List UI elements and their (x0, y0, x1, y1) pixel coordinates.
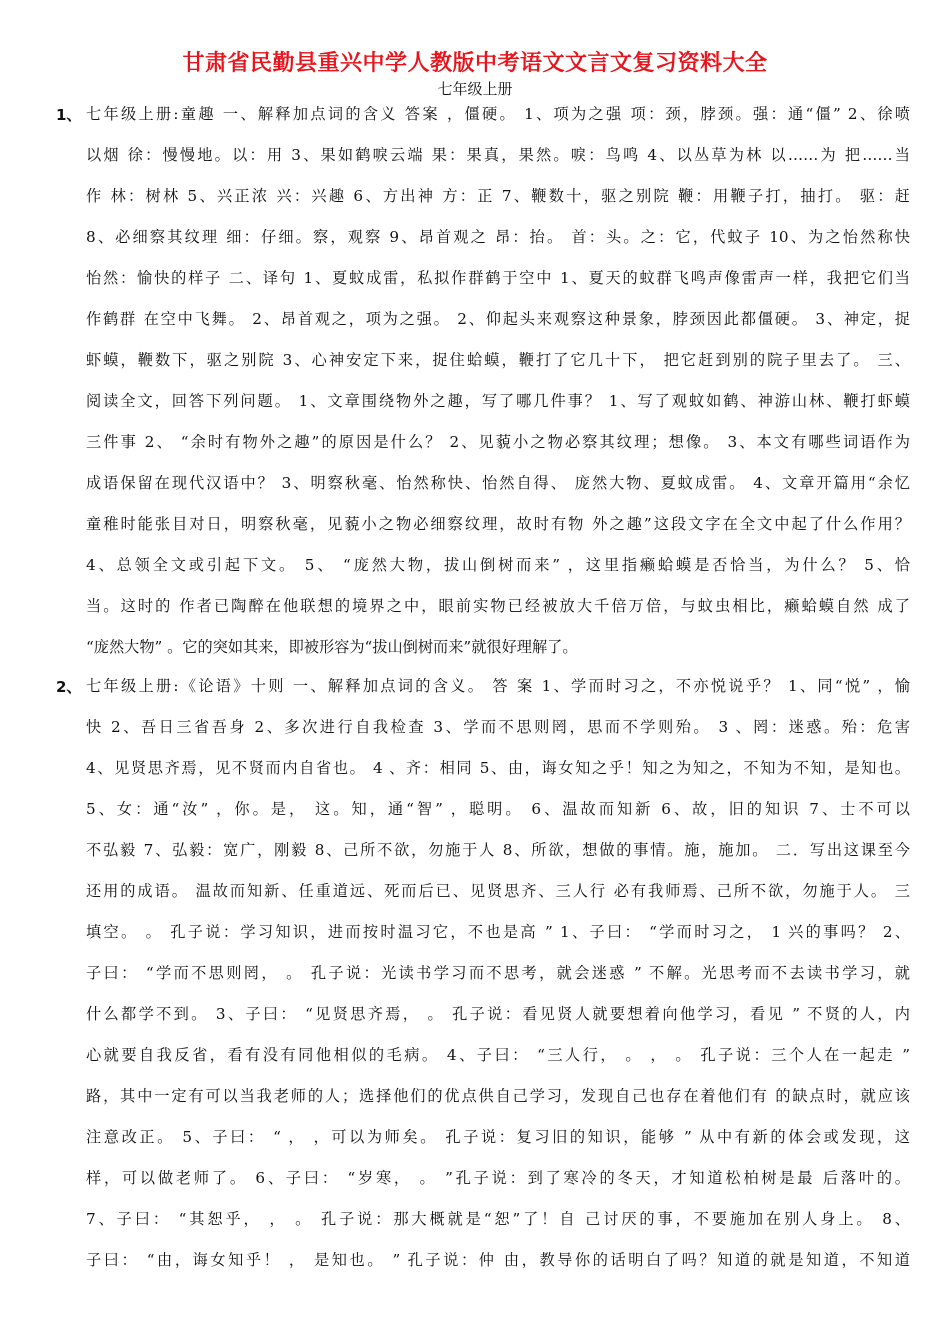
entry-line: 童稚时能张目对日，明察秋毫，见藐小之物必细察纹理，故时有物 外之趣”这段文字在全文中起了什么作用？ (86, 515, 910, 533)
entry-number: 1、 (56, 106, 82, 124)
entry-line: 七年级上册:《论语》十则 一、解释加点词的含义。 答 案 1、学而时习之，不亦悦说乎？ 1、同“悦” ，愉 (86, 677, 910, 695)
entry-line: 注意改正。 5、子曰： “ ， ，可以为师矣。 孔子说：复习旧的知识，能够 ” 从中有新的体会或发现，这 (86, 1128, 910, 1146)
entry-line: 路，其中一定有可以当我老师的人；选择他们的优点供自己学习，发现自己也存在着他们有 的缺点时，就应该 (86, 1087, 910, 1105)
document-subtitle: 七年级上册 (437, 80, 513, 98)
entry-line: 以烟 徐：慢慢地。以：用 3、果如鹤唳云端 果：果真，果然。唳：鸟鸣 4、以丛草为林 以……为 把……当 (86, 146, 910, 164)
entry-line: 子曰： “学而不思则罔， 。 孔子说：光读书学习而不思考，就会迷惑 ” 不解。光思考而不去读书学习，就 (86, 964, 910, 982)
entry-line: 5、女：通“汝” ，你。是， 这。知，通“智” ，聪明。 6、温故而知新 6、故，旧的知识 7、士不可以 (86, 800, 910, 818)
entry-line: 4、总领全文或引起下文。 5、 “庞然大物，拔山倒树而来” ，这里指癞蛤蟆是否恰当，为什么？ 5、恰 (86, 556, 910, 574)
entry-line: “庞然大物” 。它的突如其来，即被形容为“拔山倒树而来”就很好理解了。 (86, 638, 578, 656)
entry-line: 阅读全文，回答下列问题。 1、文章围绕物外之趣，写了哪几件事？ 1、写了观蚊如鹤、神游山林、鞭打虾蟆 (86, 392, 910, 410)
entry-line: 样，可以做老师了。 6、子曰： “岁寒， 。 ”孔子说：到了寒冷的冬天，才知道松柏树是最 后落叶的。 (86, 1169, 910, 1187)
entry-line: 当。这时的 作者已陶醉在他联想的境界之中，眼前实物已经被放大千倍万倍，与蚊虫相比，癞蛤蟆自然 成了 (86, 597, 910, 615)
entry-line: 子曰： “由，诲女知乎！ ， 是知也。 ” 孔子说：仲 由，教导你的话明白了吗？知道的就是知道，不知道 (86, 1251, 910, 1269)
entry-line: 不弘毅 7、弘毅：宽广，刚毅 8、己所不欲，勿施于人 8、所欲，想做的事情。施，施加。 二．写出这课至今 (86, 841, 910, 859)
entry-line: 4、见贤思齐焉，见不贤而内自省也。 4 、齐：相同 5、由，诲女知之乎！知之为知之，不知为不知，是知也。 (86, 759, 910, 777)
entry-line: 作 林：树林 5、兴正浓 兴：兴趣 6、方出神 方：正 7、鞭数十，驱之别院 鞭：用鞭子打，抽打。 驱：赶 (86, 187, 910, 205)
entry-line: 心就要自我反省，看有没有同他相似的毛病。 4、子曰： “三人行， 。 ， 。 孔子说：三个人在一起走 ” (86, 1046, 910, 1064)
entry-line: 成语保留在现代汉语中？ 3、明察秋毫、怡然称快、怡然自得、 庞然大物、夏蚊成雷。 4、文章开篇用“余忆 (86, 474, 910, 492)
entry-line: 怡然：愉快的样子 二、译句 1、夏蚊成雷，私拟作群鹤于空中 1、夏天的蚊群飞鸣声像雷声一样，我把它们当 (86, 269, 910, 287)
entry-line: 作鹤群 在空中飞舞。 2、昂首观之，项为之强。 2、仰起头来观察这种景象，脖颈因此都僵硬。 3、神定，捉 (86, 310, 910, 328)
entry-line: 7、子曰： “其恕乎， ， 。 孔子说：那大概就是“恕”了！自 己讨厌的事，不要施加在别人身上。 8、 (86, 1210, 910, 1228)
entry-line: 填空。 。 孔子说：学习知识，进而按时温习它，不也是高 ” 1、子曰： “学而时习之， 1 兴的事吗？ 2、 (86, 923, 910, 941)
entry-number: 2、 (56, 678, 82, 696)
document-title: 甘肃省民勤县重兴中学人教版中考语文文言文复习资料大全 (182, 51, 768, 76)
entry-line: 快 2、吾日三省吾身 2、多次进行自我检查 3、学而不思则罔，思而不学则殆。 3 、罔：迷惑。殆：危害 (86, 718, 910, 736)
entry-line: 还用的成语。 温故而知新、任重道远、死而后已、见贤思齐、三人行 必有我师焉、己所不欲，勿施于人。 三 (86, 882, 910, 900)
entry-line: 8、必细察其纹理 细：仔细。察，观察 9、昂首观之 昂：抬。 首：头。之：它，代蚊子 10、为之怡然称快 (86, 228, 910, 246)
entry-line: 虾蟆，鞭数下，驱之别院 3、心神安定下来，捉住蛤蟆，鞭打了它几十下， 把它赶到别的院子里去了。 三、 (86, 351, 910, 369)
entry-line: 什么都学不到。 3、子曰： “见贤思齐焉， 。 孔子说：看见贤人就要想着向他学习，看见 ” 不贤的人，内 (86, 1005, 910, 1023)
entry-line: 三件事 2、 “余时有物外之趣”的原因是什么？ 2、见藐小之物必察其纹理；想像。 3、本文有哪些词语作为 (86, 433, 910, 451)
entry-line: 七年级上册:童趣 一、解释加点词的含义 答案 ，僵硬。 1、项为之强 项：颈，脖颈。强：通“僵” 2、徐喷 (86, 105, 910, 123)
